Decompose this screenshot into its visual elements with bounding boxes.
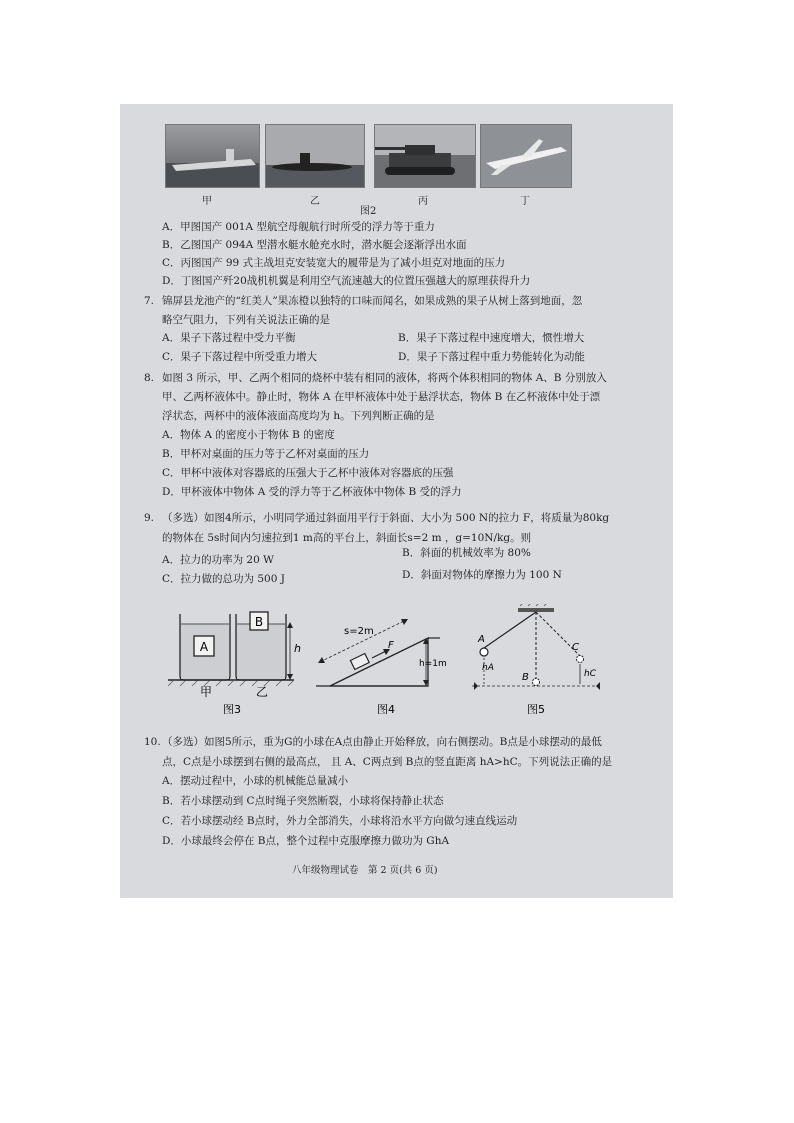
q9-option-a: A．拉力的功率为 20 W xyxy=(162,554,274,566)
q6-option-b: B．乙图国产 094A 型潜水艇水舱充水时，潜水艇会逐渐浮出水面 xyxy=(162,239,467,251)
hc-label: hC xyxy=(584,669,596,679)
length-label: s=2m xyxy=(344,626,374,637)
q6-option-c: C．丙图国产 99 式主战坦克安装宽大的履带是为了减小坦克对地面的压力 xyxy=(162,257,506,269)
q7-option-d: D．果子下落过程中重力势能转化为动能 xyxy=(398,351,585,363)
q8-stem-line1: 如图 3 所示，甲、乙两个相同的烧杯中装有相同的液体，将两个体积相同的物体 A、B 分别放入 xyxy=(162,372,607,384)
height-label: h xyxy=(294,642,301,655)
exam-page xyxy=(120,104,673,898)
height-label: h=1m xyxy=(419,659,447,669)
figure3-diagram xyxy=(166,604,306,714)
submarine-image xyxy=(266,125,364,187)
q9-option-b: B．斜面的机械效率为 80% xyxy=(402,547,531,559)
q10-option-a: A．摆动过程中，小球的机械能总量减小 xyxy=(162,775,349,787)
figure2-caption: 图2 xyxy=(360,206,377,217)
q8-option-c: C．甲杯中液体对容器底的压强大于乙杯中液体对容器底的压强 xyxy=(162,467,454,479)
q7-option-c: C．果子下落过程中所受重力增大 xyxy=(162,351,318,363)
q7-option-a: A．果子下落过程中受力平衡 xyxy=(162,332,296,344)
q9-option-c: C．拉力做的总功为 500 J xyxy=(162,573,285,585)
fighter-jet-image xyxy=(481,125,571,187)
point-b-label: B xyxy=(522,672,529,683)
q10-stem-line2: 点，C点是小球摆到右侧的最高点， 且 A、C两点到 B点的竖直距离 hA>hC。下列说法正确的是 xyxy=(162,756,613,768)
figure2-label-bing: 丙 xyxy=(418,196,428,207)
figure4-caption: 图4 xyxy=(377,703,395,714)
beaker-jia-label: 甲 xyxy=(199,685,213,699)
point-c-label: C xyxy=(572,642,579,653)
q8-number: 8. xyxy=(144,372,155,384)
q10-option-b: B．若小球摆动到 C点时绳子突然断裂，小球将保持静止状态 xyxy=(162,795,444,807)
q10-option-c: C．若小球摆动经 B点时，外力全部消失，小球将沿水平方向做匀速直线运动 xyxy=(162,815,518,827)
table-hatch xyxy=(168,680,294,686)
figure2-label-ding: 丁 xyxy=(520,196,530,207)
submarine-photo xyxy=(265,124,365,188)
figure2-label-jia: 甲 xyxy=(202,196,212,207)
q10-number: 10. xyxy=(144,736,161,748)
q8-stem-line2: 甲、乙两杯液体中。静止时，物体 A 在甲杯液体中处于悬浮状态，物体 B 在乙杯液体中处于漂 xyxy=(162,391,601,403)
q7-stem-line2: 略空气阻力，下列有关说法正确的是 xyxy=(162,314,330,326)
q8-stem-line3: 浮状态，两杯中的液体液面高度均为 h。下列判断正确的是 xyxy=(162,410,435,422)
q9-number: 9. xyxy=(144,512,155,524)
ceiling-mount xyxy=(518,608,554,612)
q10-stem-line1: （多选）如图5所示，重为G的小球在A点由静止开始释放，向右侧摆动。B点是小球摆动的最低 xyxy=(162,736,602,748)
q7-stem-line1: 锦屏县龙池产的“红美人”果冻橙以独特的口味而闻名，如果成熟的果子从树上落到地面，忽 xyxy=(162,295,583,307)
aircraft-carrier-image xyxy=(166,125,259,187)
ball-c xyxy=(577,656,584,663)
tank-image xyxy=(375,125,475,187)
fighter-jet-photo xyxy=(480,124,572,188)
point-a-label: A xyxy=(478,634,485,645)
figure5-caption: 图5 xyxy=(527,703,545,714)
q9-stem-line1: （多选）如图4所示，小明同学通过斜面用平行于斜面、大小为 500 N的拉力 F，将质量为80kg xyxy=(162,512,610,524)
q6-option-a: A．甲图国产 001A 型航空母舰航行时所受的浮力等于重力 xyxy=(162,221,435,233)
ball-b xyxy=(533,679,540,686)
block-on-incline xyxy=(350,654,369,670)
aircraft-carrier-photo xyxy=(165,124,260,188)
q7-option-b: B．果子下落过程中速度增大，惯性增大 xyxy=(398,332,585,344)
liquid-yi xyxy=(237,624,285,679)
q8-option-b: B．甲杯对桌面的压力等于乙杯对桌面的压力 xyxy=(162,448,370,460)
ball-a xyxy=(480,648,488,656)
figure4-diagram xyxy=(316,604,466,714)
object-b-label: B xyxy=(254,615,264,629)
object-a-label: A xyxy=(199,640,209,654)
figure3-caption: 图3 xyxy=(223,703,241,714)
incline xyxy=(330,638,428,686)
figure5-diagram xyxy=(472,604,612,714)
q8-option-d: D．甲杯液体中物体 A 受的浮力等于乙杯液体中物体 B 受的浮力 xyxy=(162,486,462,498)
page-footer: 八年级物理试卷 第 2 页(共 6 页) xyxy=(292,865,438,876)
q9-option-d: D．斜面对物体的摩擦力为 100 N xyxy=(402,569,562,581)
force-label: F xyxy=(388,640,394,651)
string-a xyxy=(484,612,536,648)
q7-number: 7. xyxy=(144,295,155,307)
q6-option-d: D．丁图国产歼20战机机翼是利用空气流速越大的位置压强越大的原理获得升力 xyxy=(162,275,531,287)
tank-photo xyxy=(374,124,476,188)
q9-stem-line2: 的物体在 5s时间内匀速拉到1 m高的平台上，斜面长s=2 m ，g=10N/kg。则 xyxy=(162,532,532,544)
q8-option-a: A．物体 A 的密度小于物体 B 的密度 xyxy=(162,429,335,441)
ha-label: hA xyxy=(482,663,494,673)
figure2-label-yi: 乙 xyxy=(310,196,320,207)
beaker-yi-label: 乙 xyxy=(255,685,269,699)
q10-option-d: D．小球最终会停在 B点，整个过程中克服摩擦力做功为 GhA xyxy=(162,835,450,847)
